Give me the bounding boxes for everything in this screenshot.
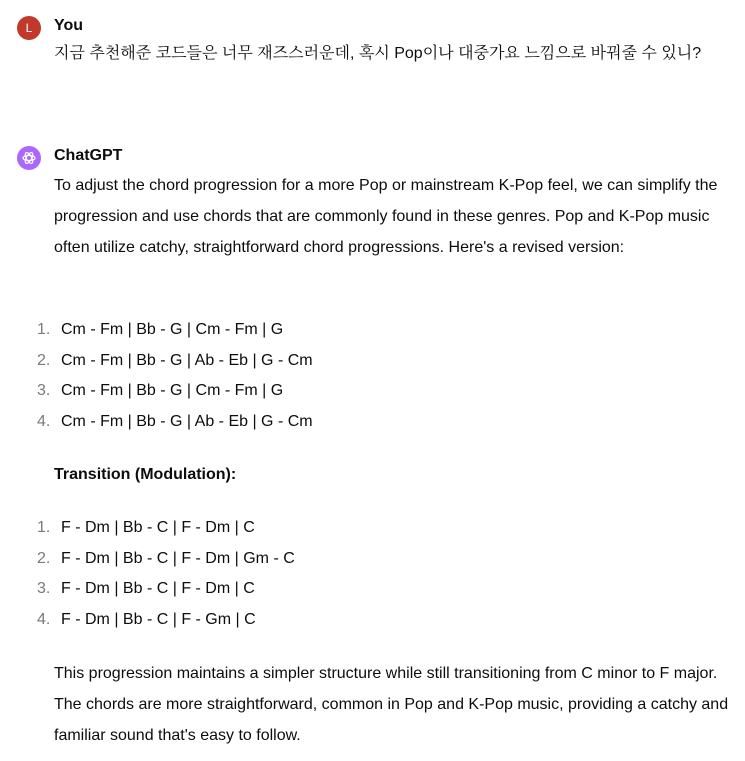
list-item-text: F - Dm | Bb - C | F - Dm | Gm - C xyxy=(61,549,295,567)
chatgpt-avatar xyxy=(17,146,41,170)
list-item-number: 4. xyxy=(37,610,51,628)
user-avatar xyxy=(17,16,41,40)
list-item-text: Cm - Fm | Bb - G | Cm - Fm | G xyxy=(61,382,284,400)
user-author-name: You xyxy=(54,17,84,34)
list-item-number: 3. xyxy=(37,580,51,598)
list-item-text: Cm - Fm | Bb - G | Ab - Eb | G - Cm xyxy=(61,351,313,369)
user-avatar-initial: L xyxy=(25,21,33,35)
list-item-text: F - Dm | Bb - C | F - Dm | C xyxy=(61,519,255,536)
user-message-text: 지금 추천해준 코드들은 너무 재즈스러운데, 혹시 Pop이나 대중가요 느낌으로 바꿔줄 수 있니? xyxy=(54,45,702,62)
list-item-text: F - Dm | Bb - C | F - Gm | C xyxy=(61,610,256,628)
list-item-number: 3. xyxy=(37,382,51,400)
list-item-number: 1. xyxy=(37,321,51,338)
list-item-number: 2. xyxy=(37,351,51,369)
assistant-outro-paragraph: This progression maintains a simpler structure while still transitioning from C minor to F major. The chords are more straightforward, common in Pop and K-Pop music, providing a catchy and familiar sound that's easy to follow. xyxy=(54,665,729,744)
list-item-text: Cm - Fm | Bb - G | Ab - Eb | G - Cm xyxy=(61,412,313,430)
list-item-number: 4. xyxy=(37,412,51,430)
openai-logo-icon xyxy=(21,150,37,166)
list-item-text: Cm - Fm | Bb - G | Cm - Fm | G xyxy=(61,321,284,338)
list-item-number: 1. xyxy=(37,519,51,536)
list-item-number: 2. xyxy=(37,549,51,567)
assistant-intro-paragraph: To adjust the chord progression for a more Pop or mainstream K-Pop feel, we can simplify the progression and use chords that are commonly found in these genres. Pop and K-Pop music often utilize catchy, straightforward chord progressions. Here's a revised version: xyxy=(54,177,718,256)
list-item-text: F - Dm | Bb - C | F - Dm | C xyxy=(61,580,255,598)
assistant-author-name: ChatGPT xyxy=(54,147,123,164)
transition-heading: Transition (Modulation): xyxy=(54,466,237,483)
